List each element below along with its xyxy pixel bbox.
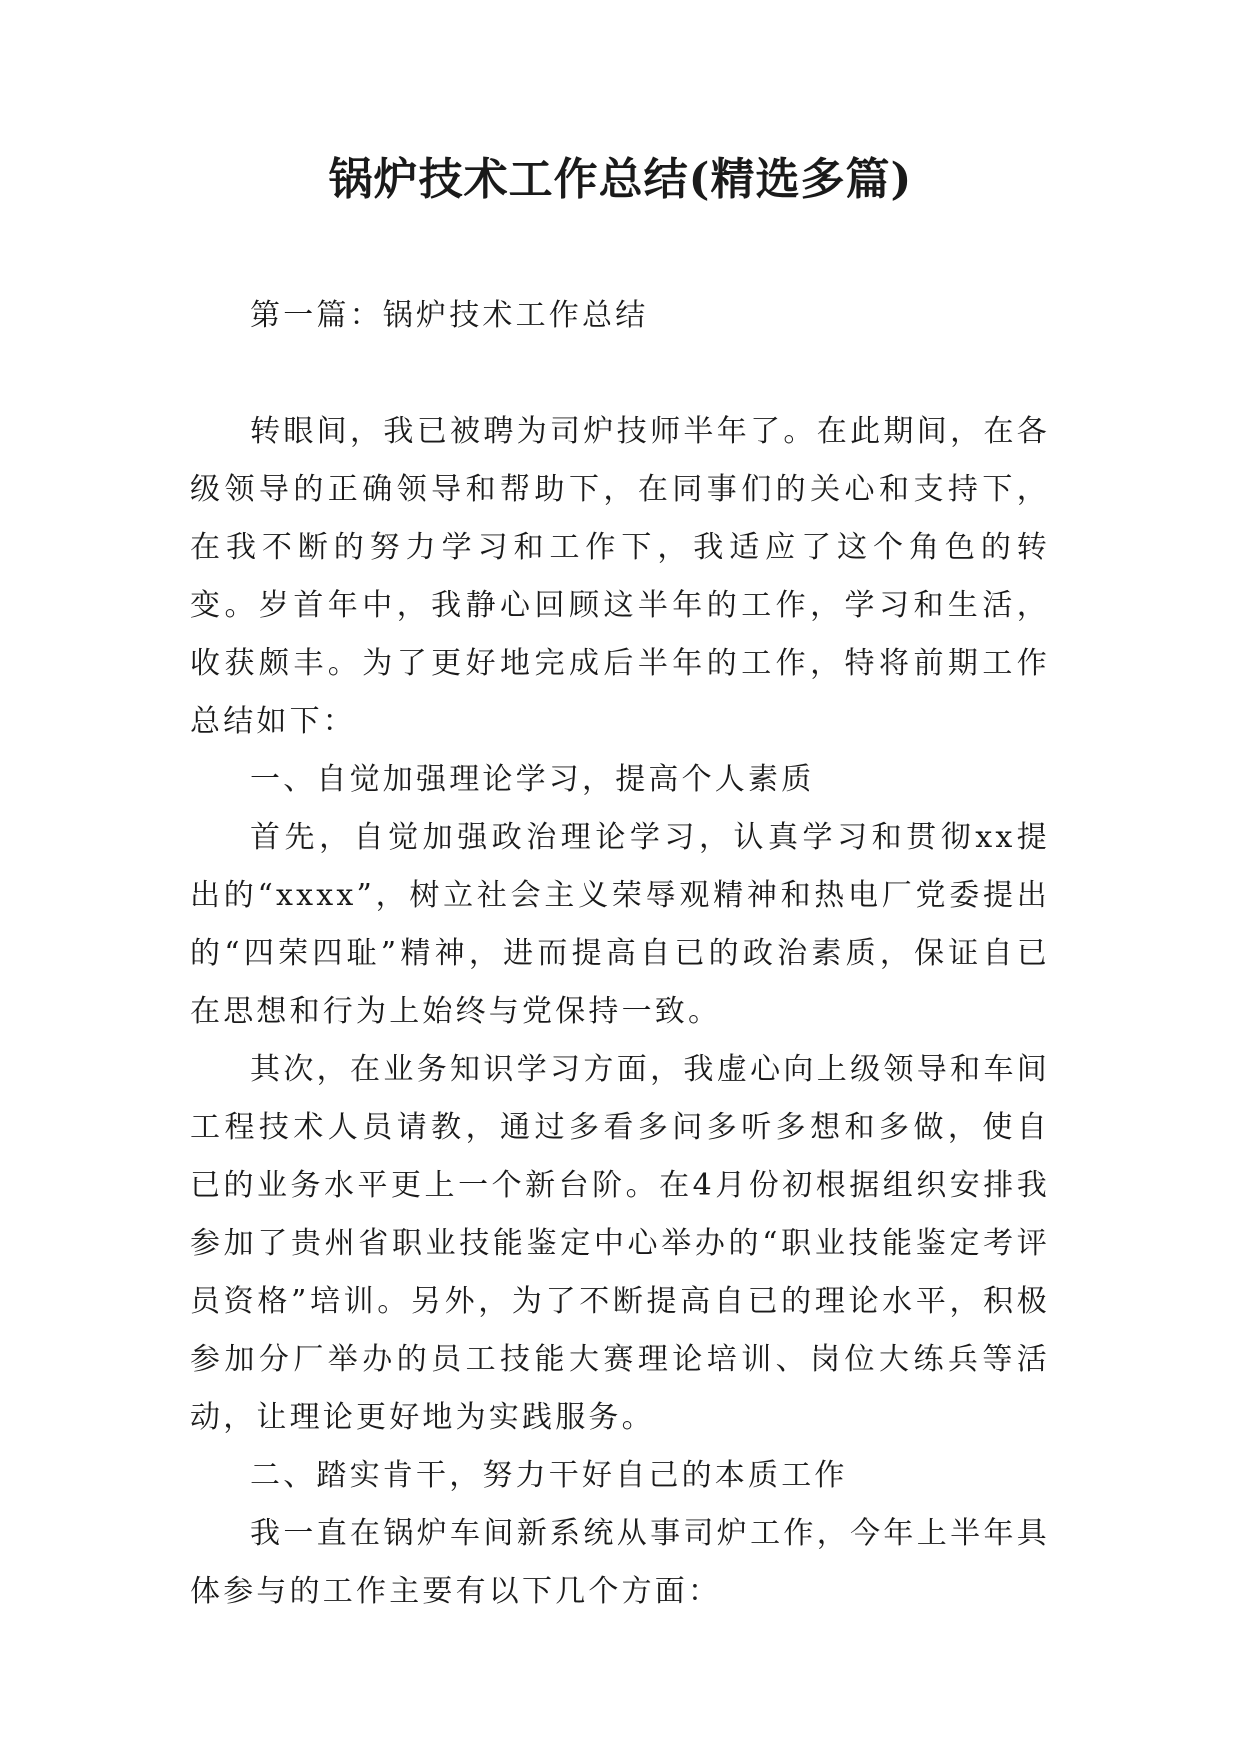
- section-title: 第一篇：锅炉技术工作总结: [250, 298, 649, 333]
- paragraph-work: 我一直在锅炉车间新系统从事司炉工作，今年上半年具体参与的工作主要有以下几个方面：: [190, 1516, 1050, 1609]
- document-body: [190, 287, 1050, 1621]
- heading-two: 二、踏实肯干，努力干好自己的本质工作: [250, 1458, 848, 1493]
- paragraph-intro: 转眼间，我已被聘为司炉技师半年了。在此期间，在各级领导的正确领导和帮助下，在同事们的关心和支持下，在我不断的努力学习和工作下，我适应了这个角色的转变。岁首年中，我静心回顾这半年的工作，学习和生活，收获颇丰。为了更好地完成后半年的工作，特将前期工作总结如下：: [190, 414, 1050, 739]
- paragraph-second: 其次，在业务知识学习方面，我虚心向上级领导和车间工程技术人员请教，通过多看多问多听多想和多做，使自已的业务水平更上一个新台阶。在4月份初根据组织安排我参加了贵州省职业技能鉴定中心举办的“职业技能鉴定考评员资格”培训。另外，为了不断提高自已的理论水平，积极参加分厂举办的员工技能大赛理论培训、岗位大练兵等活动，让理论更好地为实践服务。: [190, 1052, 1050, 1435]
- heading-one: 一、自觉加强理论学习，提高个人素质: [250, 762, 815, 797]
- paragraph-first: 首先，自觉加强政治理论学习，认真学习和贯彻xx提出的“xxxx”，树立社会主义荣辱观精神和热电厂党委提出的“四荣四耻”精神，进而提高自已的政治素质，保证自已在思想和行为上始终与党保持一致。: [190, 820, 1050, 1029]
- document-title: 锅炉技术工作总结(精选多篇): [328, 154, 913, 205]
